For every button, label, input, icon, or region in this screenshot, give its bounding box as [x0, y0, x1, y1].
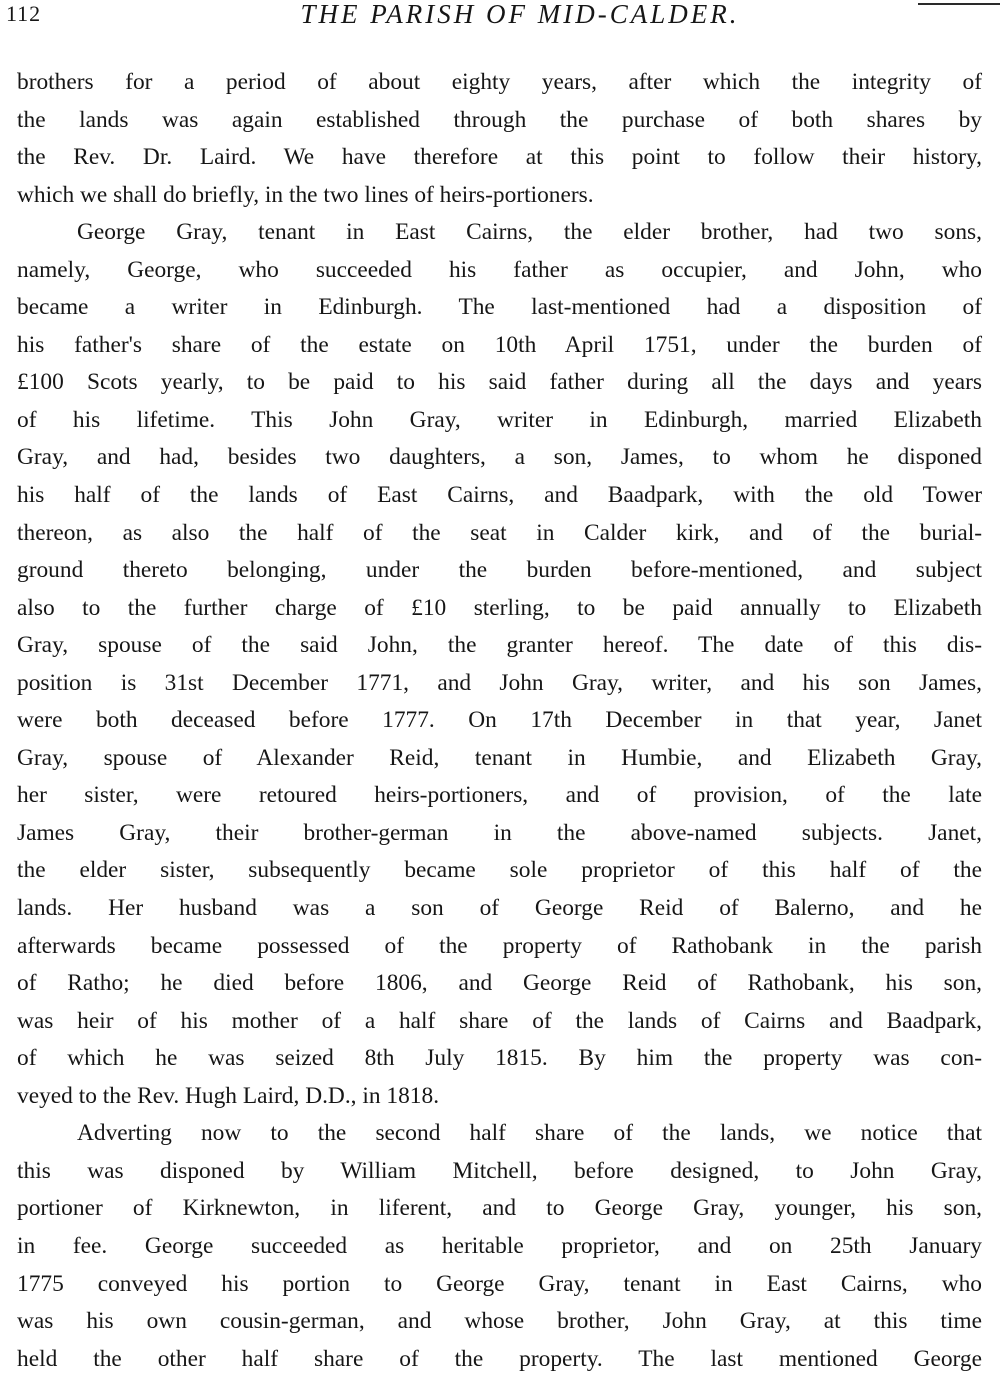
text-line: position is 31st December 1771, and John Gray, writer, and his son James,	[17, 669, 982, 696]
text-line: of his lifetime. This John Gray, writer in Edinburgh, married Elizabeth	[17, 406, 982, 433]
text-line: also to the further charge of £10 sterling, to be paid annually to Elizabeth	[17, 594, 982, 621]
text-line: thereon, as also the half of the seat in Calder kirk, and of the burial-	[17, 519, 982, 546]
text-line: portioner of Kirknewton, in liferent, and to George Gray, younger, his son,	[17, 1195, 982, 1222]
text-line: was his own cousin-german, and whose brother, John Gray, at this time	[17, 1308, 982, 1335]
text-line: in fee. George succeeded as heritable proprietor, and on 25th January	[17, 1232, 982, 1259]
text-line: 1775 conveyed his portion to George Gray, tenant in East Cairns, who	[17, 1270, 982, 1297]
text-line: his father's share of the estate on 10th April 1751, under the burden of	[17, 331, 982, 358]
text-line: lands. Her husband was a son of George Reid of Balerno, and he	[17, 895, 982, 922]
text-line: ground thereto belonging, under the burden before-mentioned, and subject	[17, 557, 982, 584]
text-line: became a writer in Edinburgh. The last-mentioned had a disposition of	[17, 294, 982, 321]
text-line: this was disponed by William Mitchell, before designed, to John Gray,	[17, 1157, 982, 1184]
running-title: THE PARISH OF MID-CALDER.	[300, 0, 740, 29]
text-line: was heir of his mother of a half share of the lands of Cairns and Baadpark,	[17, 1007, 982, 1034]
text-line: namely, George, who succeeded his father as occupier, and John, who	[17, 256, 982, 283]
page-number: 112	[6, 1, 42, 26]
text-line: which we shall do briefly, in the two lines of heirs-portioners.	[17, 181, 594, 208]
text-line: of which he was seized 8th July 1815. By him the property was con-	[17, 1045, 982, 1072]
text-line: veyed to the Rev. Hugh Laird, D.D., in 1818.	[17, 1082, 440, 1109]
text-line: £100 Scots yearly, to be paid to his said father during all the days and years	[17, 369, 982, 396]
text-line: Gray, and had, besides two daughters, a son, James, to whom he disponed	[17, 444, 982, 471]
text-line: George Gray, tenant in East Cairns, the elder brother, had two sons,	[77, 219, 982, 246]
text-line: brothers for a period of about eighty years, after which the integrity of	[17, 69, 982, 95]
text-line: were both deceased before 1777. On 17th December in that year, Janet	[17, 707, 982, 734]
paragraph	[17, 64, 982, 214]
page-header	[0, 0, 1000, 40]
text-line: James Gray, their brother-german in the above-named subjects. Janet,	[17, 819, 982, 846]
text-line: of Ratho; he died before 1806, and George Reid of Rathobank, his son,	[17, 970, 982, 997]
text-line: afterwards became possessed of the property of Rathobank in the parish	[17, 932, 982, 959]
text-line: Gray, spouse of Alexander Reid, tenant in Humbie, and Elizabeth Gray,	[17, 744, 982, 771]
text-line: her sister, were retoured heirs-portioners, and of provision, of the late	[17, 782, 982, 809]
text-line: the lands was again established through the purchase of both shares by	[17, 106, 982, 133]
header-edge-rule	[918, 3, 1000, 5]
text-line: Adverting now to the second half share of the lands, we notice that	[77, 1120, 982, 1147]
text-line: the Rev. Dr. Laird. We have therefore at this point to follow their history,	[17, 144, 982, 171]
text-line: held the other half share of the property. The last mentioned George	[17, 1345, 982, 1372]
text-line: Gray, spouse of the said John, the granter hereof. The date of this dis-	[17, 632, 982, 659]
text-line: his half of the lands of East Cairns, and Baadpark, with the old Tower	[17, 482, 982, 509]
text-line: the elder sister, subsequently became sole proprietor of this half of the	[17, 857, 982, 884]
body-text	[17, 64, 982, 1378]
paragraph	[17, 214, 982, 1115]
paragraph	[17, 1115, 982, 1378]
